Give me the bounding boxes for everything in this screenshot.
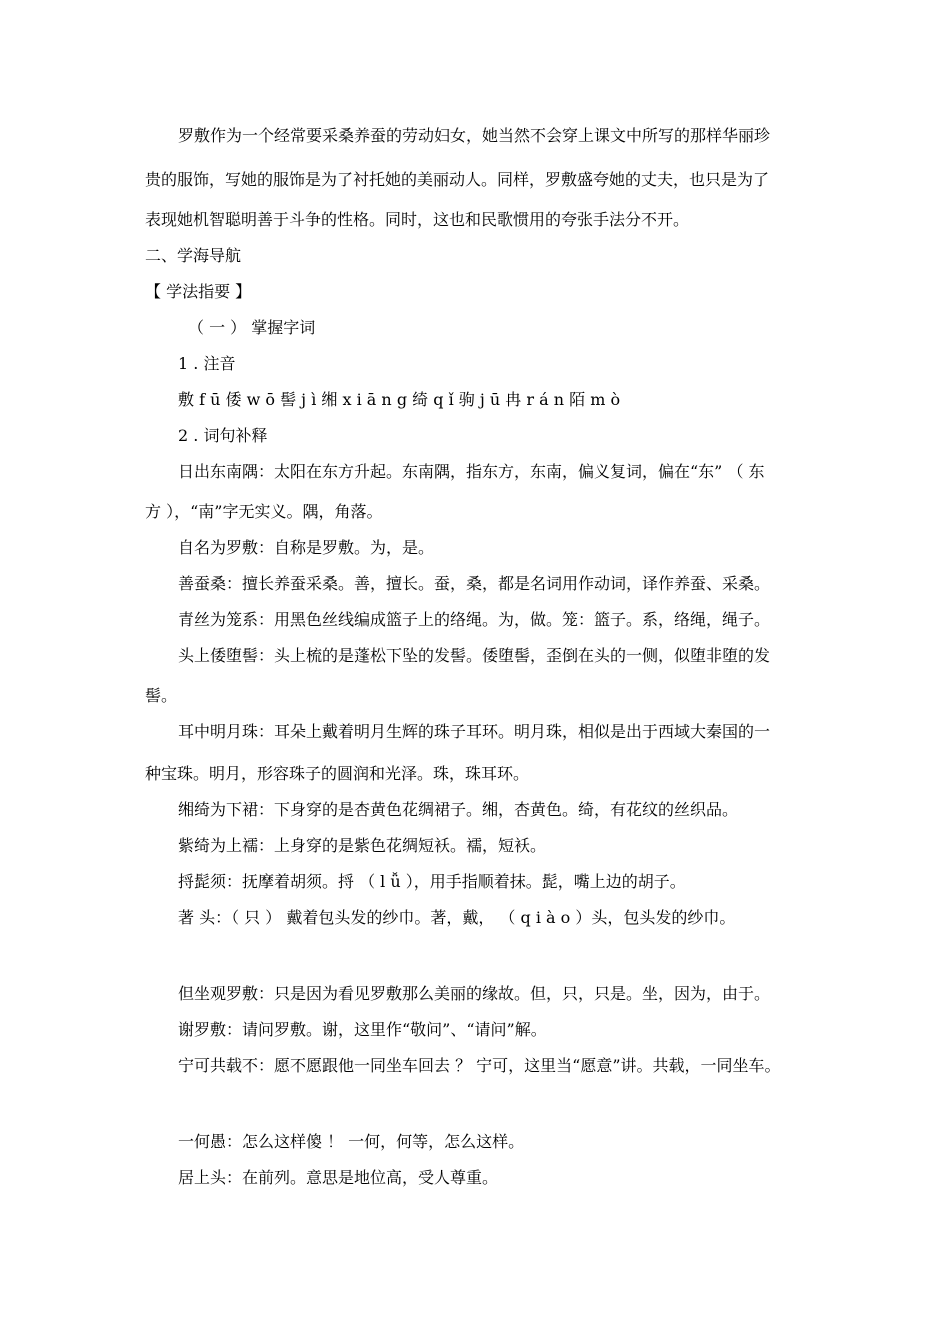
entry-1-line-2: 方 ），“南”字无实义。隅，角落。: [145, 502, 383, 521]
entry-3: 善蚕桑：擅长养蚕采桑。善，擅长。蚕，桑，都是名词用作动词，译作养蚕、采桑。: [178, 574, 771, 593]
entry-11: 但坐观罗敷：只是因为看见罗敷那么美丽的缘故。但，只，只是。坐，因为，由于。: [178, 984, 771, 1003]
item1-heading: 1 . 注音: [178, 354, 236, 373]
entry-14: 一何愚：怎么这样傻 ！ 一何，何等，怎么这样。: [178, 1132, 525, 1151]
entry-13: 宁可共载不：愿不愿跟他一同坐车回去 ？ 宁可，这里当“愿意”讲。共载，一同坐车。: [178, 1056, 781, 1075]
entry-12: 谢罗敷：请问罗敷。谢，这里作“敬问”、“请问”解。: [178, 1020, 547, 1039]
bracket-heading: 【 学法指要 】: [145, 282, 252, 301]
entry-4: 青丝为笼系：用黑色丝线编成篮子上的络绳。为，做。笼：篮子。系，络绳，绳子。: [178, 610, 771, 629]
entry-5-line-1: 头上倭堕髻：头上梳的是蓬松下坠的发髻。倭堕髻，歪倒在头的一侧，似堕非堕的发: [178, 646, 771, 665]
entry-10: 著 头：（ 只 ） 戴着包头发的纱巾。著，戴， （ q i à o ）头，包头发的纱巾。: [178, 908, 736, 927]
entry-8: 紫绮为上襦：上身穿的是紫色花绸短袄。襦，短袄。: [178, 836, 547, 855]
intro-line-2: 贵的服饰，写她的服饰是为了衬托她的美丽动人。同样，罗敷盛夸她的丈夫，也只是为了: [145, 170, 770, 189]
section-heading: 二、学海导航: [145, 246, 242, 265]
entry-1-line-1: 日出东南隅：太阳在东方升起。东南隅，指东方，东南，偏义复词，偏在“东” （ 东: [178, 462, 765, 481]
pinyin-line: 敷 f ū 倭 w ō 髻 j ì 缃 x i ā n g 绮 q ǐ 驹 j ū 冉 r á n 陌 m ò: [178, 390, 621, 409]
intro-line-3: 表现她机智聪明善于斗争的性格。同时，这也和民歌惯用的夸张手法分不开。: [145, 210, 690, 229]
entry-15: 居上头：在前列。意思是地位高，受人尊重。: [178, 1168, 499, 1187]
entry-5-line-2: 髻。: [145, 686, 178, 705]
entry-6-line-1: 耳中明月珠：耳朵上戴着明月生辉的珠子耳环。明月珠，相似是出于西域大秦国的一: [178, 722, 771, 741]
entry-7: 缃绮为下裙：下身穿的是杏黄色花绸裙子。缃，杏黄色。绮，有花纹的丝织品。: [178, 800, 739, 819]
intro-line-1: 罗敷作为一个经常要采桑养蚕的劳动妇女，她当然不会穿上课文中所写的那样华丽珍: [178, 126, 771, 145]
entry-9: 捋髭须：抚摩着胡须。捋 （ l ǚ ），用手指顺着抹。髭，嘴上边的胡子。: [178, 872, 686, 891]
entry-2: 自名为罗敷：自称是罗敷。为，是。: [178, 538, 435, 557]
entry-6-line-2: 种宝珠。明月，形容珠子的圆润和光泽。珠，珠耳环。: [145, 764, 530, 783]
sub-heading: （ 一 ） 掌握字词: [188, 318, 316, 337]
item2-heading: 2 . 词句补释: [178, 426, 268, 445]
